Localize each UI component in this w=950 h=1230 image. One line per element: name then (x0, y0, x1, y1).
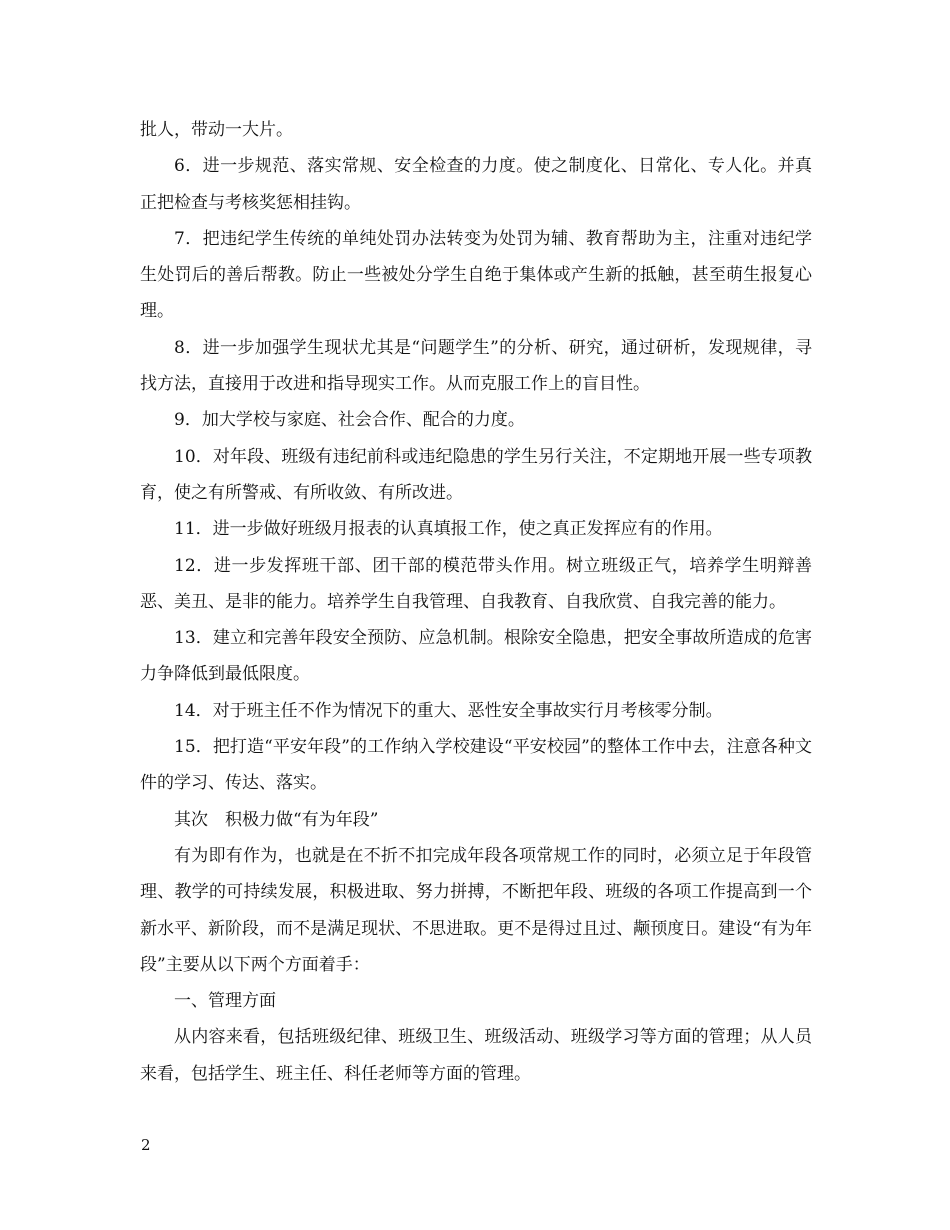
paragraph: 13．建立和完善年段安全预防、应急机制。根除安全隐患，把安全事故所造成的危害力争降低到最低限度。 (140, 628, 812, 685)
paragraph: 10．对年段、班级有违纪前科或违纪隐患的学生另行关注，不定期地开展一些专项教育，使之有所警戒、有所收敛、有所改进。 (140, 446, 812, 503)
document-body (140, 112, 812, 1092)
paragraph: 14．对于班主任不作为情况下的重大、恶性安全事故实行月考核零分制。 (174, 700, 723, 721)
paragraph: 6．进一步规范、落实常规、安全检查的力度。使之制度化、日常化、专人化。并真正把检查与考核奖惩相挂钩。 (140, 156, 812, 213)
paragraph: 8．进一步加强学生现状尤其是“问题学生”的分析、研究，通过研析，发现规律，寻找方法，直接用于改进和指导现实工作。从而克服工作上的盲目性。 (140, 337, 812, 395)
paragraph: 7．把违纪学生传统的单纯处罚办法转变为处罚为辅、教育帮助为主，注重对违纪学生处罚后的善后帮教。防止一些被处分学生自绝于集体或产生新的抵触，甚至萌生报复心理。 (140, 228, 812, 322)
paragraph: 批人，带动一大片。 (140, 120, 293, 140)
paragraph: 有为即有作为，也就是在不折不扣完成年段各项常规工作的同时，必须立足于年段管理、教学的可持续发展，积极进取、努力拼搏，不断把年段、班级的各项工作提高到一个新水平、新阶段，而不是满足现状、不思进取。更不是得过且过、颟顸度日。建设“有为年段”主要从以下两个方面着手： (140, 845, 812, 975)
section-heading: 其次 积极力做“有为年段” (174, 809, 379, 830)
paragraph: 12．进一步发挥班干部、团干部的模范带头作用。树立班级正气，培养学生明辩善恶、美丑、是非的能力。培养学生自我管理、自我教育、自我欣赏、自我完善的能力。 (140, 555, 812, 612)
paragraph: 从内容来看，包括班级纪律、班级卫生、班级活动、班级学习等方面的管理；从人员来看，包括学生、班主任、科任老师等方面的管理。 (140, 1027, 812, 1084)
paragraph: 15．把打造“平安年段”的工作纳入学校建设“平安校园”的整体工作中去，注意各种文件的学习、传达、落实。 (140, 737, 812, 794)
subsection-heading: 一、管理方面 (174, 991, 276, 1012)
paragraph: 9．加大学校与家庭、社会合作、配合的力度。 (174, 410, 525, 431)
page-number: 2 (141, 1136, 151, 1154)
paragraph: 11．进一步做好班级月报表的认真填报工作，使之真正发挥应有的作用。 (174, 519, 723, 540)
